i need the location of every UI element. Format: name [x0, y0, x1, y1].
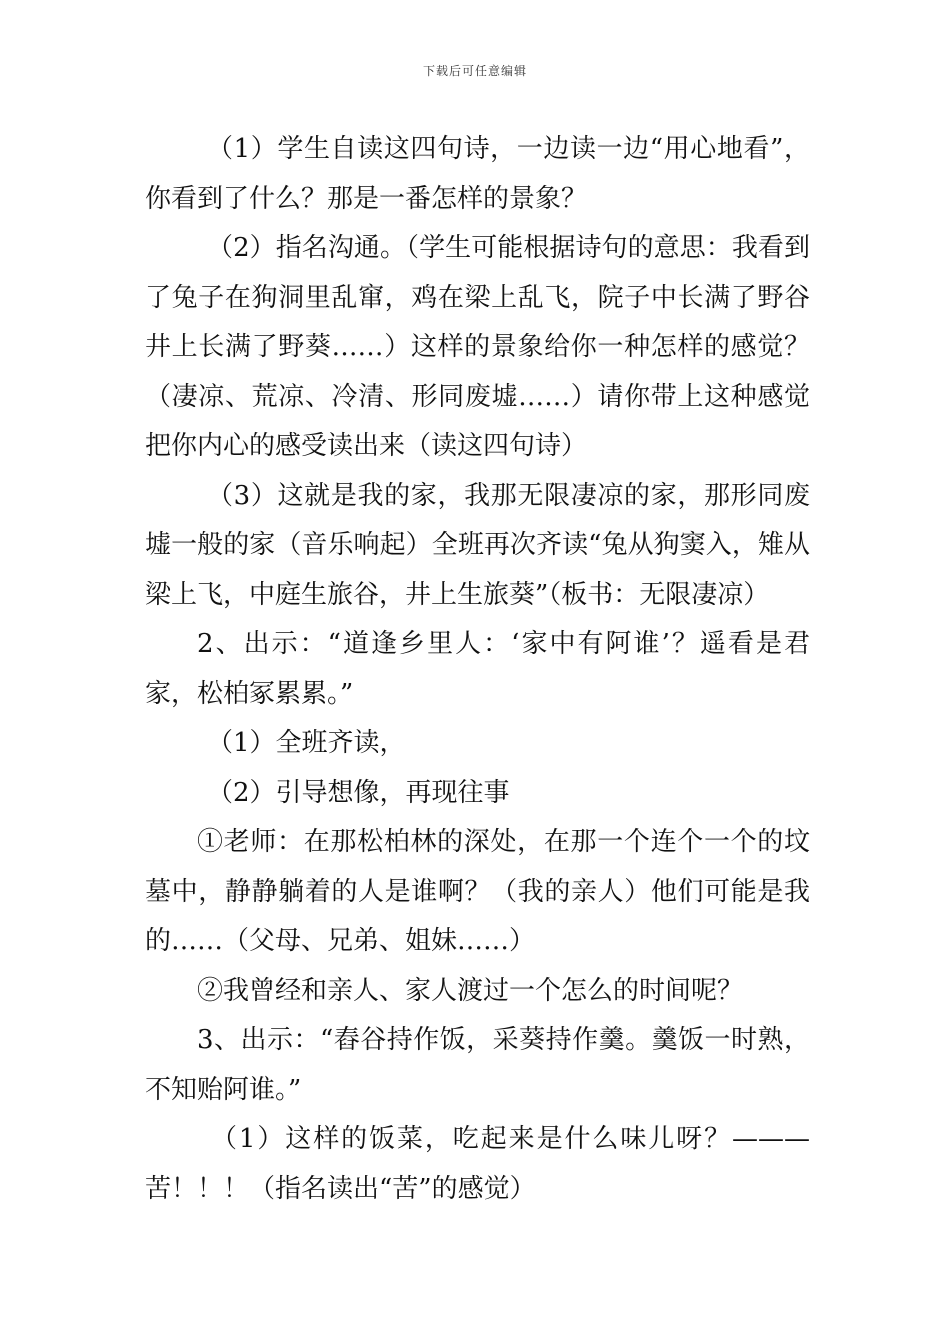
paragraph-9: 3、出示：“舂谷持作饭，采葵持作羹。羹饭一时熟，不知贻阿谁。”: [145, 1025, 810, 1105]
paragraph-6: （2）引导想像，再现往事: [207, 777, 510, 808]
paragraph-7: ①老师：在那松柏林的深处，在那一个连个一个的坟墓中，静静躺着的人是谁啊？（我的亲人）他们可能是我的……（父母、兄弟、姐妹……）: [145, 827, 810, 956]
paragraph-4: 2、出示：“道逢乡里人：‘家中有阿谁’？遥看是君家，松柏冢累累。”: [145, 629, 810, 709]
paragraph-2: （2）指名沟通。（学生可能根据诗句的意思：我看到了兔子在狗洞里乱窜，鸡在梁上乱飞，院子中长满了野谷井上长满了野葵……）这样的景象给你一种怎样的感觉？（凄凉、荒凉、冷清、形同废墟……）请你带上这种感觉把你内心的感受读出来（读这四句诗）: [145, 233, 810, 461]
paragraph-10: （1）这样的饭菜，吃起来是什么味儿呀？———苦！！！（指名读出“苦”的感觉）: [145, 1124, 810, 1204]
paragraph-1: （1）学生自读这四句诗，一边读一边“用心地看”，你看到了什么？那是一番怎样的景象？: [145, 134, 810, 214]
document-body: [145, 125, 810, 1214]
paragraph-8: ②我曾经和亲人、家人渡过一个怎么的时间呢？: [197, 975, 744, 1006]
page-header: 下载后可任意编辑: [422, 64, 527, 78]
paragraph-5: （1）全班齐读，: [207, 728, 406, 758]
paragraph-3: （3）这就是我的家，我那无限凄凉的家，那形同废墟一般的家（音乐响起）全班再次齐读“兔从狗窦入，雉从梁上飞，中庭生旅谷，井上生旅葵”（板书：无限凄凉）: [145, 480, 810, 610]
